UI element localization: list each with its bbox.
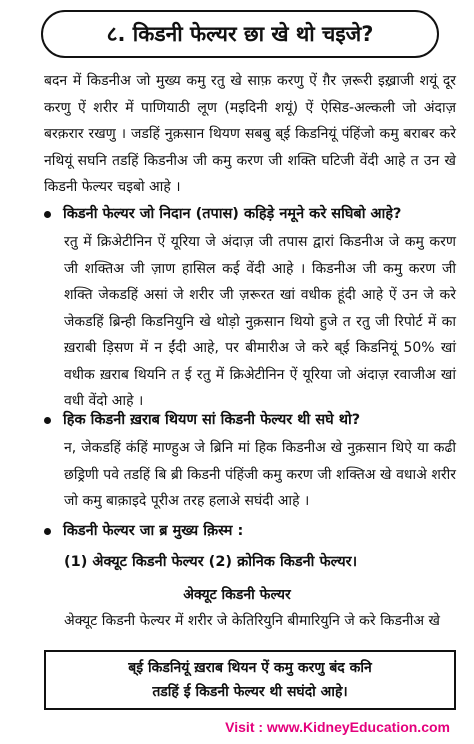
acute-paragraph: अेक्यूट किडनी फेल्यर में शरीर जे केतिरियुनि बीमारियुनि जे करे किडनीअ खे — [64, 613, 440, 629]
section-heading-text: किडनी फेल्यर जो निदान (तपास) कहिड़े नमूने करे सघिबो आहे? — [63, 206, 402, 222]
footer-website-link[interactable]: Visit : www.KidneyEducation.com — [225, 719, 450, 735]
diagnosis-paragraph: रतु में क्रिअेटीनिन ऐं यूरिया जे अंदाज़ जी तपास द्वारां किडनीअ जे कमु करण जी शक्तिअ जी ज़ाण हासिल कई वेंदी आहे । किडनीअ जी कमु करण जी शक्ति जेकडहिं असां जे शरीर जी ज़रूरत खां वधीक हूंदी आहे ऐं उन जे करे जेकडहिं ब्रिन्ही किडनियुनि खे थोड़ो नुक़सान थियो हुजे त रतु जी रिपोर्ट में का ख़राबी ड़िसण में न ईंदी आहे, पर बीमारीअ जे करे ब्ई किडनियूं 50% खां वधीक ख़राब थियनि त ई रतु में क्रिअेटीनिन ऐं यूरिया जो अंदाज़ रवाजीअ खां वधी वेंदो आहे । — [64, 234, 456, 409]
note-line-1: ब्ई किडनियूं ख़राब थियन ऐं कमु करणु बंद कनि — [128, 660, 372, 676]
section-heading-diagnosis — [44, 203, 460, 225]
single-kidney-paragraph: न, जेकडहिं कंहिं माण्हुअ जे ब्रिनि मां हिक किडनीअ खे नुक़सान थिऐ या कढी छड्रिणी पवे तडहिं बि ब्री किडनी पंहिंजी कमु करण जी शक्तिअ खे वधाअे शरीर जो कमु बाक़ाइदे पूरीअ तरह हलाअे सघंदी आहे । — [64, 440, 456, 509]
intro-paragraph: बदन में किडनीअ जो मुख्य कमु रतु खे साफ़ करणु ऐं ग़ैर ज़रूरी इख़्राजी शयूं दूर करणु ऐं शरीर में पाणियाठी लूण (मइदिनी शयूं) ऐं ऐसिड-अल्कली जो अंदाज़ बरक़रार रखणु । जडहिं नुक़सान थियण सबबु ब्ई किडनियूं पंहिंजो कमु बराबर करे नथियूं सघनि तडहिं किडनीअ जी कमु करण जी शक्ति घटिजी वेंदी आहे त उन खे किडनी फेल्यर चइबो आहे । — [44, 73, 456, 195]
bullet-icon — [44, 211, 51, 218]
types-list: (1) अेक्यूट किडनी फेल्यर (2) क्रोनिक किडनी फेल्यर। — [64, 554, 358, 570]
highlight-note-box — [44, 650, 456, 710]
section-heading-text: किडनी फेल्यर जा ब्र मुख्य क़िस्म : — [63, 523, 244, 539]
section-heading-single-kidney — [44, 409, 460, 431]
bullet-icon — [44, 417, 51, 424]
section-heading-text: हिक किडनी ख़राब थियण सां किडनी फेल्यर थी सघे थो? — [63, 412, 361, 428]
section-heading-types — [44, 520, 460, 542]
acute-subheading: अेक्यूट किडनी फेल्यर — [183, 587, 291, 603]
chapter-title: ८. किडनी फेल्यर छा खे थो चइजे? — [41, 10, 439, 58]
note-line-2: तडहिं ई किडनी फेल्यर थी सघंदो आहे। — [152, 684, 348, 700]
bullet-icon — [44, 528, 51, 535]
